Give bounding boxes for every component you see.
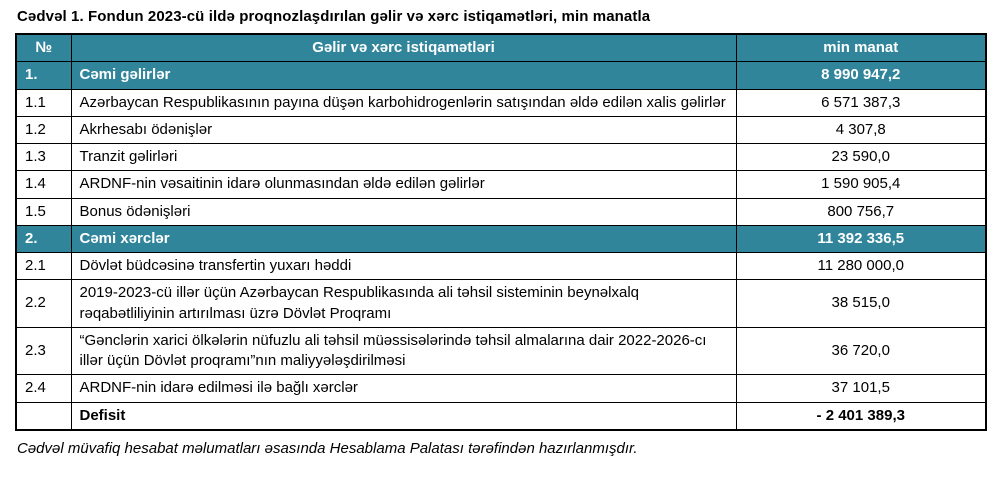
row-value-cell: 23 590,0	[736, 144, 986, 171]
row-number-cell: 1.5	[16, 198, 71, 225]
row-label-cell: ARDNF-nin idarə edilməsi ilə bağlı xərclər	[71, 375, 736, 402]
row-value-cell: 6 571 387,3	[736, 89, 986, 116]
row-label-cell: Akrhesabı ödənişlər	[71, 116, 736, 143]
table-row-deficit	[16, 402, 986, 430]
table-header-row	[16, 34, 986, 62]
row-value-cell: 11 392 336,5	[736, 225, 986, 252]
row-number-cell: 2.	[16, 225, 71, 252]
row-number-cell	[16, 402, 71, 430]
row-label-cell: 2019-2023-cü illər üçün Azərbaycan Respublikasında ali təhsil sisteminin beynəlxalq rəqabətliliyinin artırılması üzrə Dövlət Proqramı	[71, 280, 736, 328]
row-label-cell: Cəmi xərclər	[71, 225, 736, 252]
row-number-cell: 1.4	[16, 171, 71, 198]
row-value-cell: 11 280 000,0	[736, 253, 986, 280]
table-row-total-expenses	[16, 225, 986, 252]
row-number-cell: 1.1	[16, 89, 71, 116]
row-number-cell: 1.	[16, 62, 71, 89]
row-value-cell: 38 515,0	[736, 280, 986, 328]
row-value-cell: 8 990 947,2	[736, 62, 986, 89]
table-row	[16, 253, 986, 280]
row-label-cell: Bonus ödənişləri	[71, 198, 736, 225]
row-number-cell: 1.2	[16, 116, 71, 143]
row-number-cell: 2.2	[16, 280, 71, 328]
row-label-cell: Cəmi gəlirlər	[71, 62, 736, 89]
row-number-cell: 1.3	[16, 144, 71, 171]
row-value-cell: 4 307,8	[736, 116, 986, 143]
row-value-cell: 36 720,0	[736, 327, 986, 375]
table-row	[16, 116, 986, 143]
row-label-cell: “Gənclərin xarici ölkələrin nüfuzlu ali təhsil müəssisələrində təhsil almalarına dair 2022-2026-cı illər üçün Dövlət proqramı”nın maliyyələşdirilməsi	[71, 327, 736, 375]
header-value: min manat	[736, 34, 986, 62]
header-label: Gəlir və xərc istiqamətləri	[71, 34, 736, 62]
table-title: Cədvəl 1. Fondun 2023-cü ildə proqnozlaşdırılan gəlir və xərc istiqamətləri, min manatla	[17, 8, 651, 25]
row-label-cell: Dövlət büdcəsinə transfertin yuxarı həddi	[71, 253, 736, 280]
income-expense-table	[15, 33, 987, 431]
table-row	[16, 280, 986, 328]
table-row	[16, 171, 986, 198]
table-row	[16, 375, 986, 402]
header-no: №	[16, 34, 71, 62]
row-number-cell: 2.1	[16, 253, 71, 280]
row-value-cell: - 2 401 389,3	[736, 402, 986, 430]
row-label-cell: Azərbaycan Respublikasının payına düşən karbohidrogenlərin satışından əldə edilən xalis gəlirlər	[71, 89, 736, 116]
table-row	[16, 89, 986, 116]
row-label-cell: Tranzit gəlirləri	[71, 144, 736, 171]
row-value-cell: 1 590 905,4	[736, 171, 986, 198]
row-value-cell: 37 101,5	[736, 375, 986, 402]
table-footnote: Cədvəl müvafiq hesabat məlumatları əsasında Hesablama Palatası tərəfindən hazırlanmışdır.	[17, 439, 638, 457]
row-label-cell: ARDNF-nin vəsaitinin idarə olunmasından əldə edilən gəlirlər	[71, 171, 736, 198]
table-row	[16, 198, 986, 225]
row-label-cell: Defisit	[71, 402, 736, 430]
row-number-cell: 2.3	[16, 327, 71, 375]
table-row	[16, 144, 986, 171]
table-row-total-income	[16, 62, 986, 89]
row-value-cell: 800 756,7	[736, 198, 986, 225]
row-number-cell: 2.4	[16, 375, 71, 402]
table-row	[16, 327, 986, 375]
